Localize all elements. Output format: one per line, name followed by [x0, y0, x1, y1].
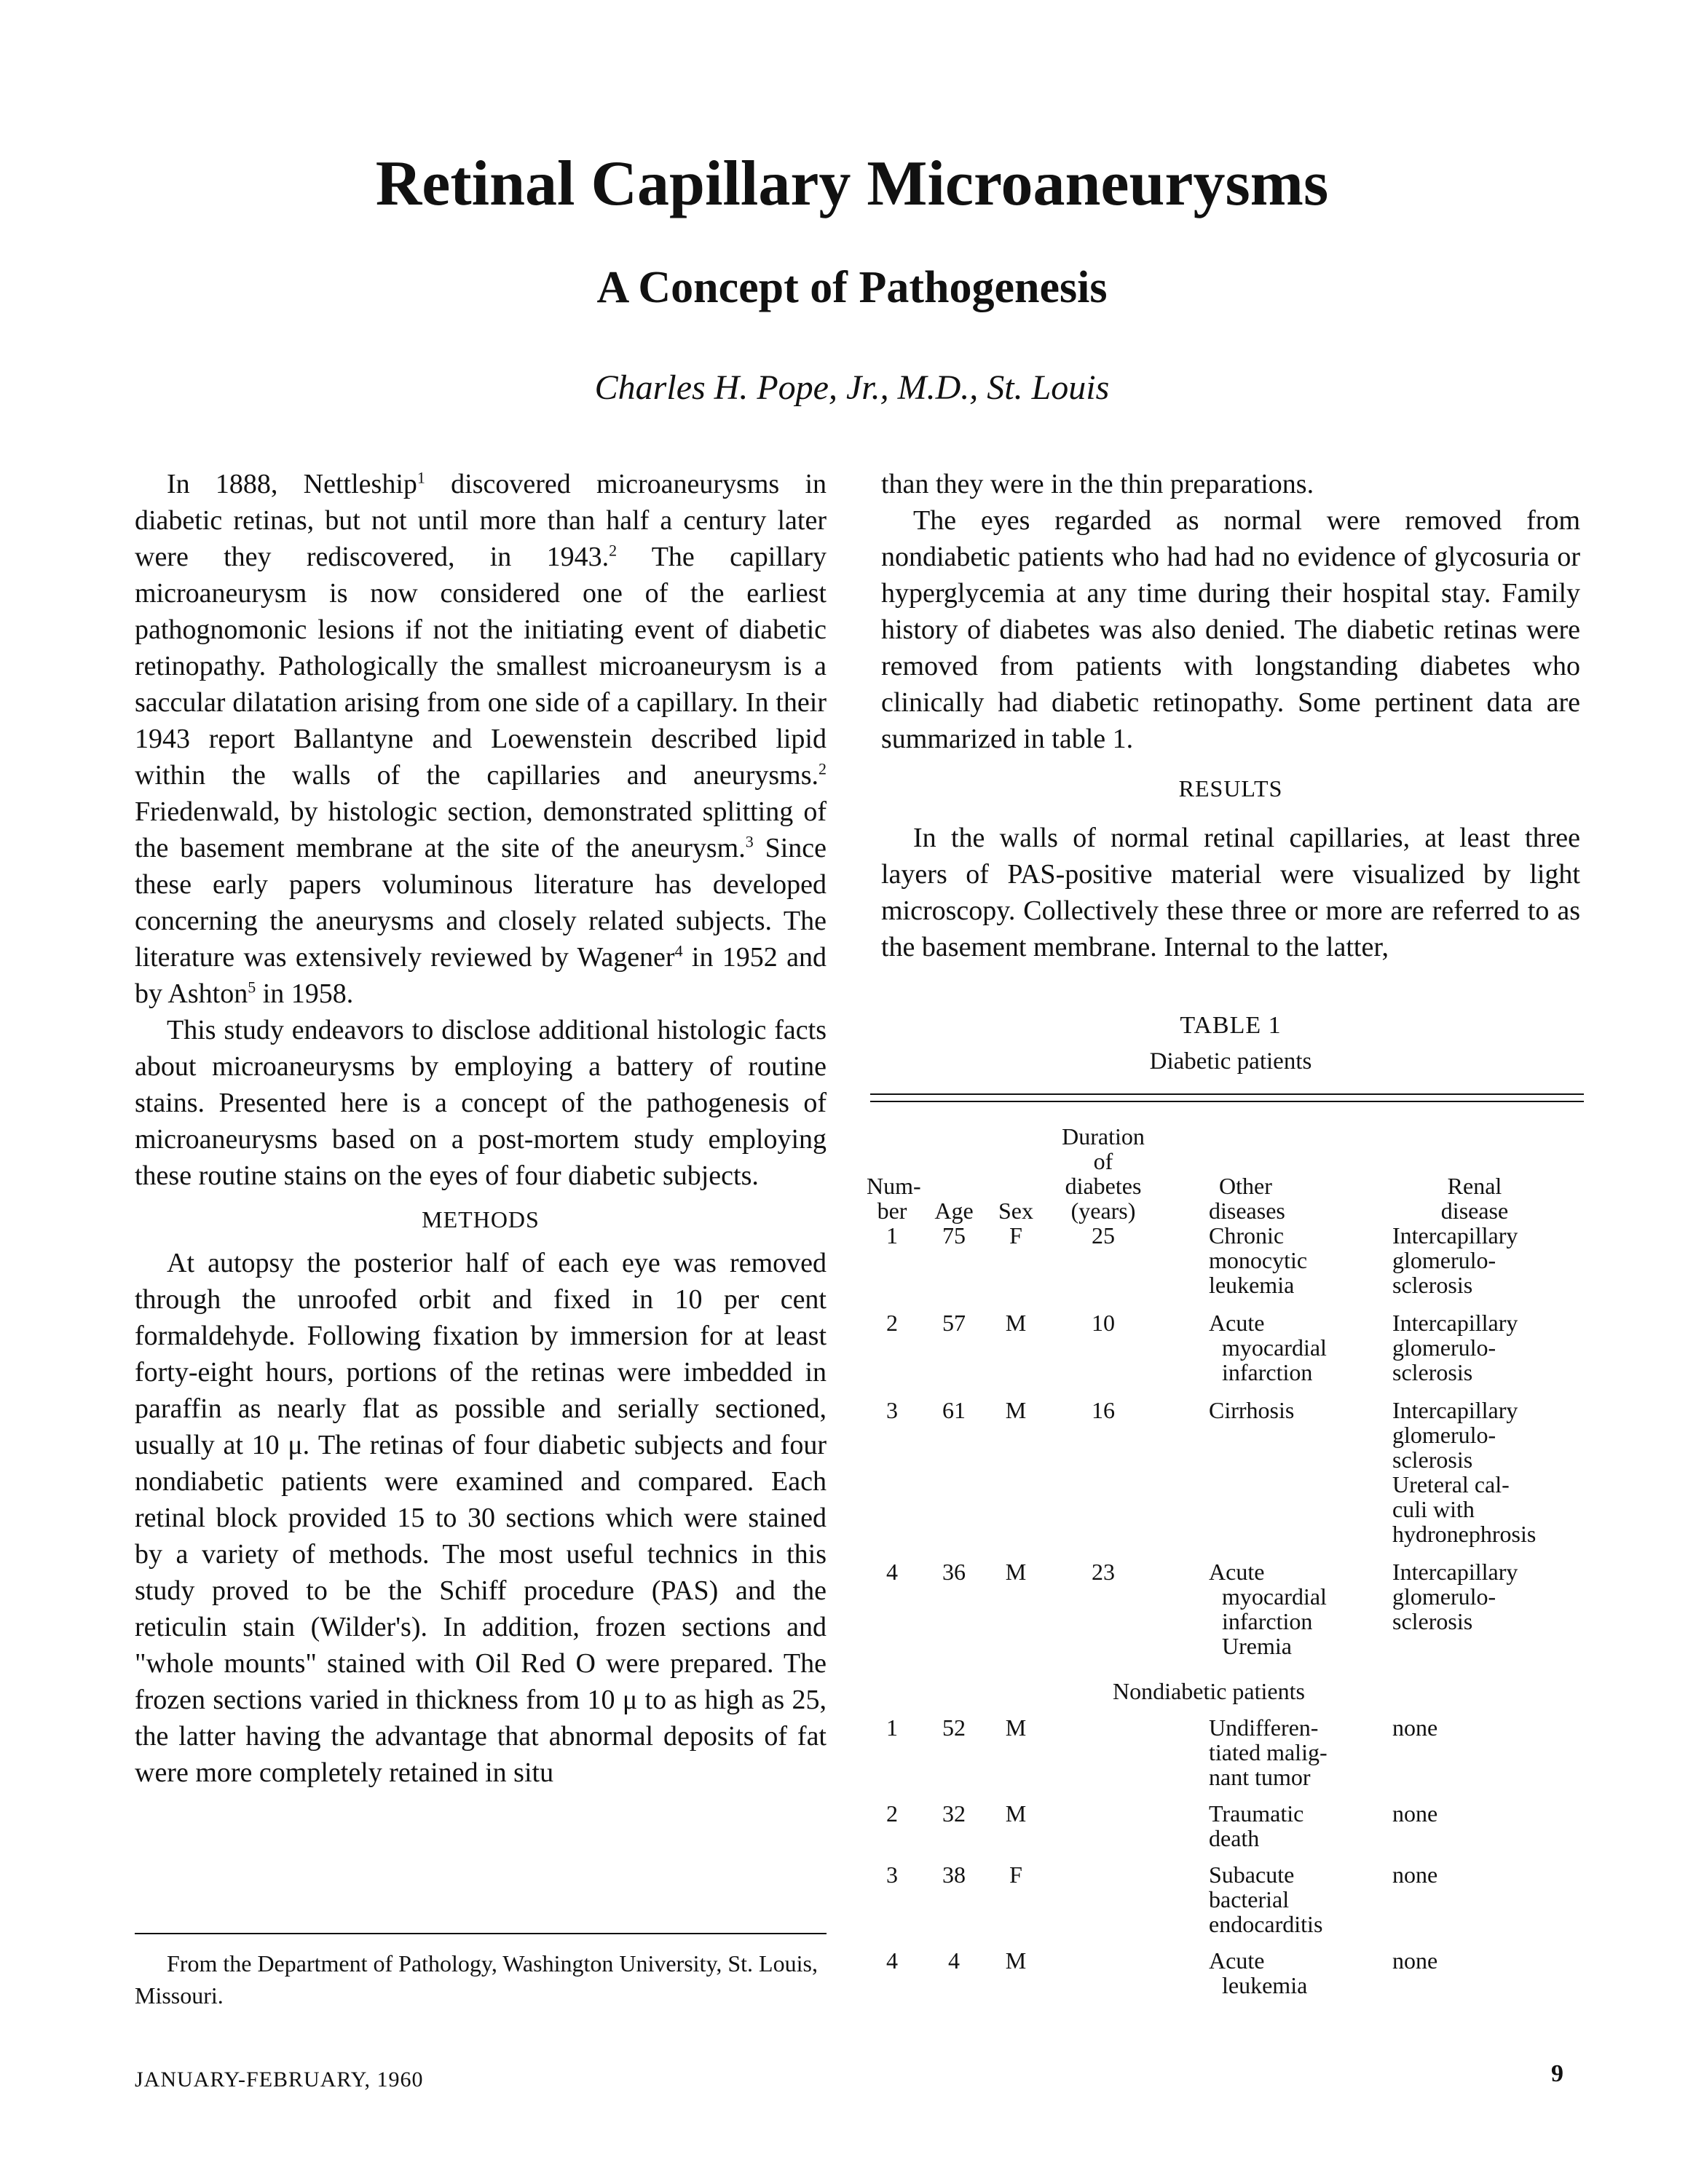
table-row: [867, 1559, 1587, 1671]
cell-age: 32: [942, 1800, 966, 1827]
other-disease-line: death: [1209, 1825, 1260, 1851]
table-label: TABLE 1: [1180, 1012, 1282, 1039]
other-disease-line: Uremia: [1222, 1633, 1292, 1659]
other-disease-line: nant tumor: [1209, 1764, 1311, 1790]
other-disease-line: myocardial: [1222, 1583, 1327, 1610]
other-disease-line: Subacute: [1209, 1861, 1295, 1888]
cell-other-diseases: [1209, 1862, 1376, 1936]
results-heading: RESULTS: [1178, 775, 1283, 802]
cell-sex: M: [1005, 1397, 1027, 1423]
other-disease-line: Traumatic: [1209, 1800, 1304, 1827]
cell-sex: M: [1005, 1800, 1027, 1827]
other-disease-line: monocytic: [1209, 1247, 1308, 1273]
cell-age: 38: [942, 1861, 966, 1888]
nondiabetic-heading-row: [867, 1671, 1587, 1715]
cell-number: 1: [886, 1714, 898, 1741]
nondiabetic-rows: [867, 1715, 1587, 2009]
other-disease-line: leukemia: [1209, 1272, 1295, 1298]
cell-age: 36: [942, 1559, 966, 1585]
renal-disease-line: glomerulo-: [1392, 1422, 1496, 1448]
other-disease-line: Acute: [1209, 1310, 1265, 1336]
other-disease-line: bacterial: [1209, 1886, 1290, 1912]
other-disease-line: infarction: [1222, 1608, 1313, 1634]
cell-other-diseases: [1209, 1715, 1376, 1789]
cell-renal-disease: [1392, 1310, 1587, 1385]
header-sex: Sex: [998, 1198, 1033, 1224]
renal-disease-line: Intercapillary: [1392, 1222, 1518, 1249]
affiliation-footnote: From the Department of Pathology, Washington University, St. Louis, Missouri.: [135, 1950, 818, 2009]
cell-sex: F: [1009, 1222, 1022, 1249]
other-disease-line: endocarditis: [1209, 1911, 1323, 1937]
cell-age: 61: [942, 1397, 966, 1423]
page-number: 9: [1551, 2060, 1563, 2087]
cell-number: 2: [886, 1310, 898, 1336]
results-paragraph: In the walls of normal retinal capillaries, at least three layers of PAS-positive material were visualized by light microscopy. Collectively these three or more are referred to as the basement membrane. Internal to the latter,: [881, 823, 1580, 962]
renal-disease-line: sclerosis: [1392, 1447, 1473, 1473]
renal-disease-line: Intercapillary: [1392, 1559, 1518, 1585]
renal-disease-line: sclerosis: [1392, 1608, 1473, 1634]
journal-issue-date: JANUARY-FEBRUARY, 1960: [135, 2068, 424, 2092]
cell-sex: M: [1005, 1947, 1027, 1974]
table-row: [867, 1223, 1587, 1310]
right-column: [881, 466, 1580, 965]
cell-sex: M: [1005, 1559, 1027, 1585]
cell-number: 2: [886, 1800, 898, 1827]
renal-disease-line: hydronephrosis: [1392, 1521, 1537, 1547]
table-row: [867, 1715, 1587, 1801]
cell-number: 3: [886, 1397, 898, 1423]
cell-renal-disease: [1392, 1398, 1587, 1546]
other-disease-line: tiated malig-: [1209, 1739, 1328, 1765]
other-disease-line: Undifferen-: [1209, 1714, 1319, 1741]
cell-age: 75: [942, 1222, 966, 1249]
cell-other-diseases: [1209, 1801, 1376, 1851]
renal-disease-line: none: [1392, 1861, 1438, 1888]
cell-renal-disease: [1392, 1862, 1587, 1887]
table-row: [867, 1398, 1587, 1559]
cell-renal-disease: [1392, 1801, 1587, 1826]
cell-other-diseases: [1209, 1398, 1376, 1423]
cell-number: 4: [886, 1947, 898, 1974]
methods-paragraph: At autopsy the posterior half of each eye was removed through the unroofed orbit and fixed in 10 per cent formaldehyde. Following fixation by immersion for at least forty-eight hours, portions of the retinas were imbedded in paraffin as nearly flat as possible and serially sectioned, usually at 10 μ. The retinas of four diabetic subjects and four nondiabetic patients were examined and compared. Each retinal block provided 15 to 30 sections which were stained by a variety of methods. The most useful technics in this study proved to be the Schiff procedure (PAS) and the reticulin stain (Wilder's). In addition, frozen sections and "whole mounts" stained with Oil Red O were prepared. The frozen sections varied in thickness from 10 μ to as high as 25, the latter having the advantage that abnormal deposits of fat were more completely retained in situ: [135, 1248, 827, 1788]
cell-sex: M: [1005, 1714, 1027, 1741]
cell-duration: 10: [1092, 1310, 1115, 1336]
nondiabetic-heading: Nondiabetic patients: [1113, 1678, 1305, 1704]
other-disease-line: Acute: [1209, 1947, 1265, 1974]
renal-disease-line: sclerosis: [1392, 1272, 1473, 1298]
cell-number: 3: [886, 1861, 898, 1888]
renal-disease-line: sclerosis: [1392, 1359, 1473, 1385]
other-disease-line: Acute: [1209, 1559, 1265, 1585]
cell-other-diseases: [1209, 1310, 1376, 1385]
header-number: Num- ber: [867, 1173, 921, 1224]
header-duration: Duration of diabetes (years): [1062, 1123, 1145, 1224]
cell-other-diseases: [1209, 1948, 1376, 1998]
page-title: Retinal Capillary Microaneurysms: [375, 149, 1329, 219]
cell-other-diseases: [1209, 1559, 1376, 1658]
continued-paragraph: than they were in the thin preparations.: [881, 469, 1314, 499]
renal-disease-line: none: [1392, 1947, 1438, 1974]
table-header-row: [867, 1114, 1587, 1223]
intro-paragraph: In 1888, Nettleship$^1$ discovered microaneurysms in diabetic retinas, but not until more than half a century later were they rediscovered, in 1943.$^2$ The capillary microaneurysm is now considered one of the earliest pathognomonic lesions if not the initiating event of diabetic retinopathy. Pathologically the smallest microaneurysm is a saccular dilatation arising from one side of a capillary. In their 1943 report Ballantyne and Loewenstein described lipid within the walls of the capillaries and aneurysms.$^2$ Friedenwald, by histologic section, demonstrated splitting of the basement membrane at the site of the aneurysm.$^3$ Since these early papers voluminous literature has developed concerning the aneurysms and closely related subjects. The literature was extensively reviewed by Wagener$^4$ in 1952 and by Ashton$^5$ in 1958.: [135, 468, 827, 1009]
table-row: [867, 1310, 1587, 1398]
cell-renal-disease: [1392, 1223, 1587, 1297]
table-top-rule: [870, 1093, 1584, 1102]
header-renal-disease: Renal disease: [1440, 1173, 1509, 1224]
header-other-diseases: Other diseases: [1209, 1173, 1285, 1224]
renal-disease-line: Intercapillary: [1392, 1310, 1518, 1336]
renal-disease-line: culi with: [1392, 1496, 1475, 1522]
cell-renal-disease: [1392, 1559, 1587, 1634]
cell-age: 52: [942, 1714, 966, 1741]
cell-renal-disease: [1392, 1948, 1587, 1973]
renal-disease-line: glomerulo-: [1392, 1247, 1496, 1273]
renal-disease-line: glomerulo-: [1392, 1334, 1496, 1361]
cell-other-diseases: [1209, 1223, 1376, 1297]
table-row: [867, 1948, 1587, 2009]
cell-duration: 23: [1092, 1559, 1115, 1585]
cell-number: 1: [886, 1222, 898, 1249]
study-aim-paragraph: This study endeavors to disclose additional histologic facts about microaneurysms by employing a battery of routine stains. Presented here is a concept of the pathogenesis of microaneurysms based on a post-mortem study employing these routine stains on the eyes of four diabetic subjects.: [135, 1015, 827, 1191]
renal-disease-line: none: [1392, 1714, 1438, 1741]
other-disease-line: Cirrhosis: [1209, 1397, 1295, 1423]
other-disease-line: infarction: [1222, 1359, 1313, 1385]
table-row: [867, 1801, 1587, 1862]
cell-age: 57: [942, 1310, 966, 1336]
cell-duration: 16: [1092, 1397, 1115, 1423]
renal-disease-line: glomerulo-: [1392, 1583, 1496, 1610]
footnote-rule: [135, 1933, 827, 1934]
cell-age: 4: [948, 1947, 960, 1974]
cell-renal-disease: [1392, 1715, 1587, 1740]
cell-sex: F: [1009, 1861, 1022, 1888]
page-subtitle: A Concept of Pathogenesis: [596, 263, 1108, 312]
cell-number: 4: [886, 1559, 898, 1585]
cell-duration: 25: [1092, 1222, 1115, 1249]
other-disease-line: Chronic: [1209, 1222, 1285, 1249]
diabetic-rows: [867, 1223, 1587, 1671]
renal-disease-line: Ureteral cal-: [1392, 1471, 1510, 1497]
table-title: Diabetic patients: [1149, 1048, 1312, 1075]
header-age: Age: [934, 1198, 974, 1224]
left-column: [135, 466, 827, 1791]
renal-disease-line: Intercapillary: [1392, 1397, 1518, 1423]
other-disease-line: myocardial: [1222, 1334, 1327, 1361]
other-disease-line: leukemia: [1222, 1972, 1308, 1998]
renal-disease-line: none: [1392, 1800, 1438, 1827]
author-line: Charles H. Pope, Jr., M.D., St. Louis: [594, 368, 1110, 407]
table-row: [867, 1862, 1587, 1948]
cell-sex: M: [1005, 1310, 1027, 1336]
patient-table: [867, 1114, 1587, 2009]
normal-eyes-paragraph: The eyes regarded as normal were removed from nondiabetic patients who had had no evidence of glycosuria or hyperglycemia at any time during their hospital stay. Family history of diabetes was also denied. The diabetic retinas were removed from patients with longstanding diabetes who clinically had diabetic retinopathy. Some pertinent data are summarized in table 1.: [881, 505, 1580, 754]
methods-heading: METHODS: [422, 1206, 540, 1233]
